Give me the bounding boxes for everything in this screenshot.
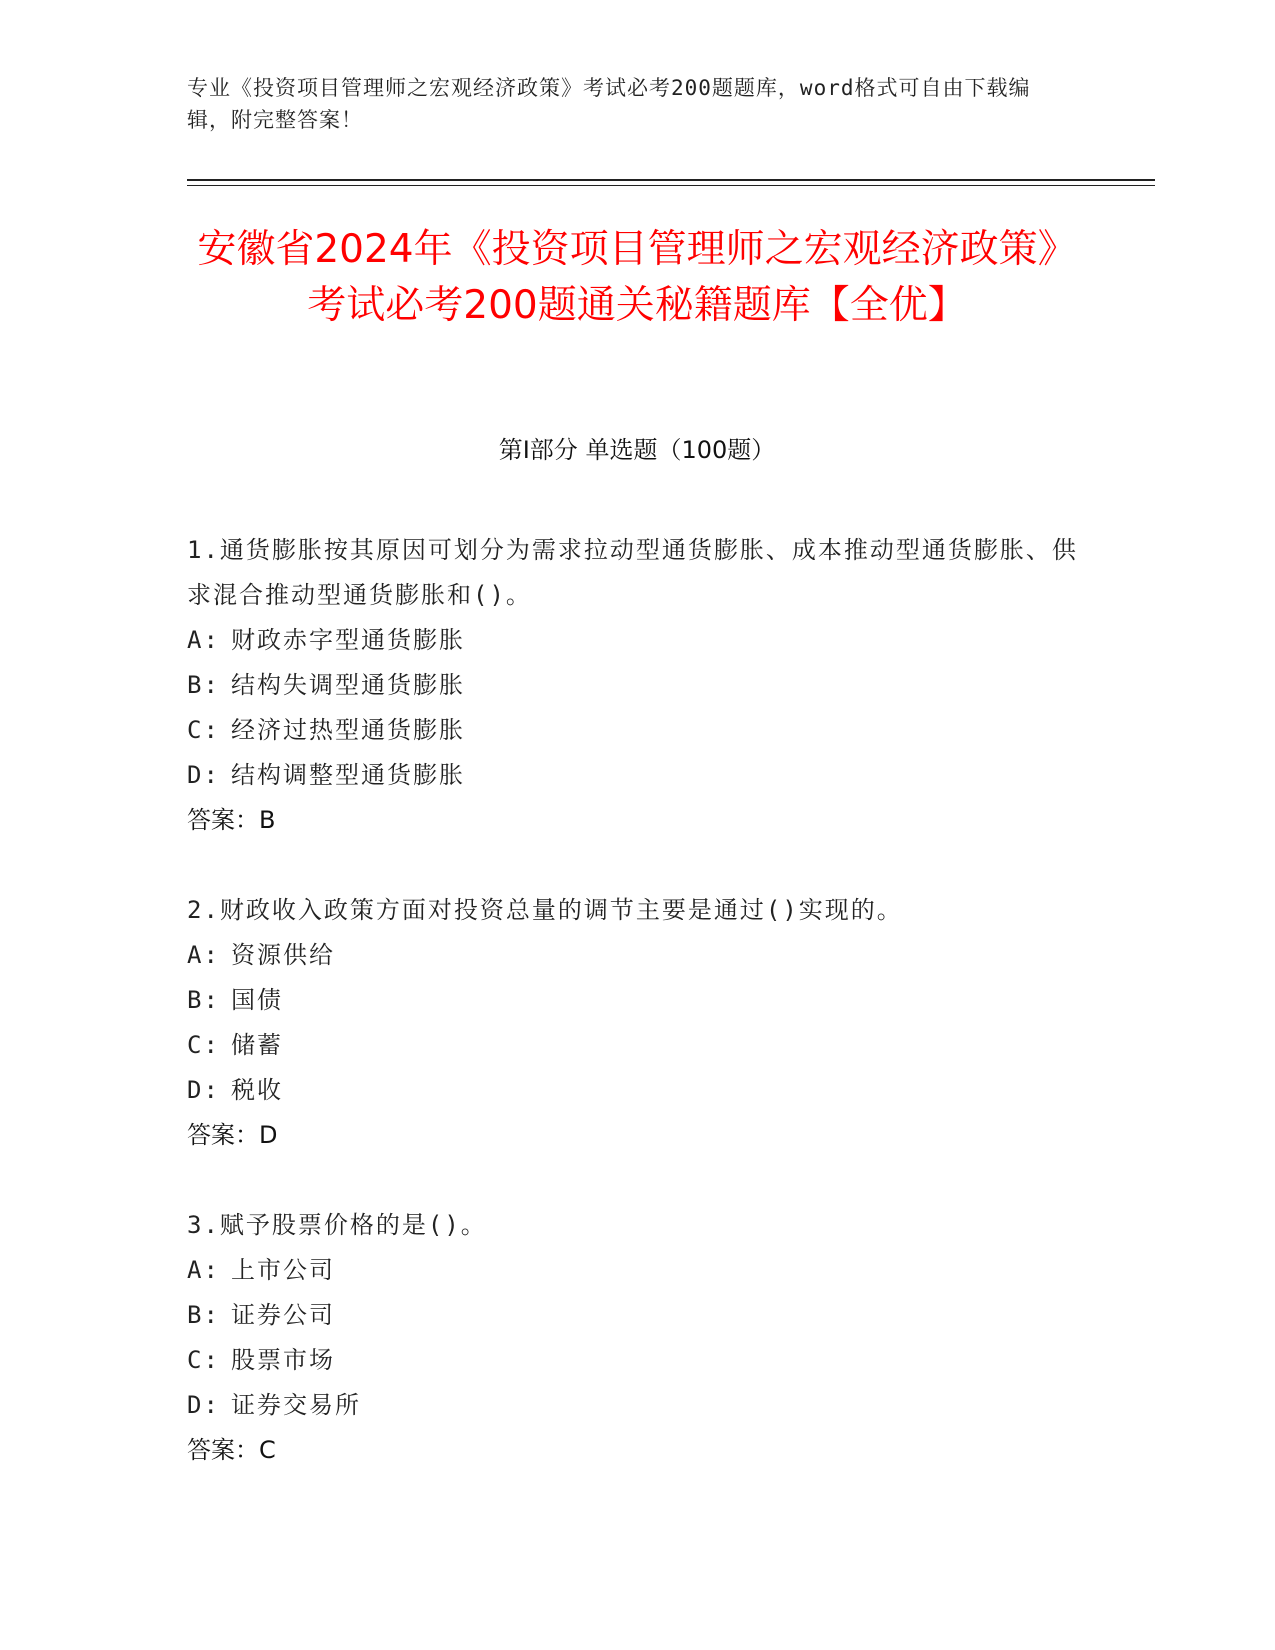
document-title: 安徽省2024年《投资项目管理师之宏观经济政策》考试必考200题通关秘籍题库【全优】 — [197, 227, 1077, 328]
option-letter: D: — [187, 1076, 220, 1104]
option-b — [187, 663, 1087, 708]
answer-label: 答案：D — [187, 1121, 278, 1149]
question-1 — [187, 528, 1087, 843]
option-text: 国债 — [231, 986, 283, 1014]
header-note: 专业《投资项目管理师之宏观经济政策》考试必考200题题库，word格式可自由下载编辑，附完整答案！ — [187, 76, 1031, 132]
option-text: 上市公司 — [231, 1256, 335, 1284]
option-d — [187, 1383, 1087, 1428]
question-stem: 2.财政收入政策方面对投资总量的调节主要是通过()实现的。 — [187, 896, 903, 924]
question-3 — [187, 1203, 1087, 1473]
answer-label: 答案：C — [187, 1436, 276, 1464]
option-text: 结构调整型通货膨胀 — [231, 761, 465, 789]
option-b — [187, 978, 1087, 1023]
header-divider — [187, 179, 1155, 186]
option-letter: A: — [187, 941, 220, 969]
question-stem: 3.赋予股票价格的是()。 — [187, 1211, 487, 1239]
option-a — [187, 618, 1087, 663]
option-c — [187, 708, 1087, 753]
option-text: 财政赤字型通货膨胀 — [231, 626, 465, 654]
option-text: 税收 — [231, 1076, 283, 1104]
section-title: 第I部分 单选题（100题） — [498, 436, 776, 464]
option-letter: B: — [187, 986, 220, 1014]
option-text: 证券公司 — [231, 1301, 335, 1329]
option-letter: C: — [187, 716, 220, 744]
question-stem: 1.通货膨胀按其原因可划分为需求拉动型通货膨胀、成本推动型通货膨胀、供求混合推动型通货膨胀和()。 — [187, 536, 1078, 609]
option-letter: D: — [187, 761, 220, 789]
option-letter: A: — [187, 626, 220, 654]
option-text: 证券交易所 — [231, 1391, 361, 1419]
option-text: 储蓄 — [231, 1031, 283, 1059]
option-text: 股票市场 — [231, 1346, 335, 1374]
option-text: 资源供给 — [231, 941, 335, 969]
option-c — [187, 1338, 1087, 1383]
option-text: 结构失调型通货膨胀 — [231, 671, 465, 699]
question-2 — [187, 888, 1087, 1158]
option-letter: B: — [187, 1301, 220, 1329]
question-list — [187, 528, 1087, 1518]
option-b — [187, 1293, 1087, 1338]
option-d — [187, 753, 1087, 798]
option-letter: C: — [187, 1346, 220, 1374]
option-d — [187, 1068, 1087, 1113]
option-letter: B: — [187, 671, 220, 699]
option-letter: A: — [187, 1256, 220, 1284]
option-letter: D: — [187, 1391, 220, 1419]
answer-label: 答案：B — [187, 806, 276, 834]
option-a — [187, 933, 1087, 978]
option-a — [187, 1248, 1087, 1293]
option-text: 经济过热型通货膨胀 — [231, 716, 465, 744]
option-c — [187, 1023, 1087, 1068]
option-letter: C: — [187, 1031, 220, 1059]
